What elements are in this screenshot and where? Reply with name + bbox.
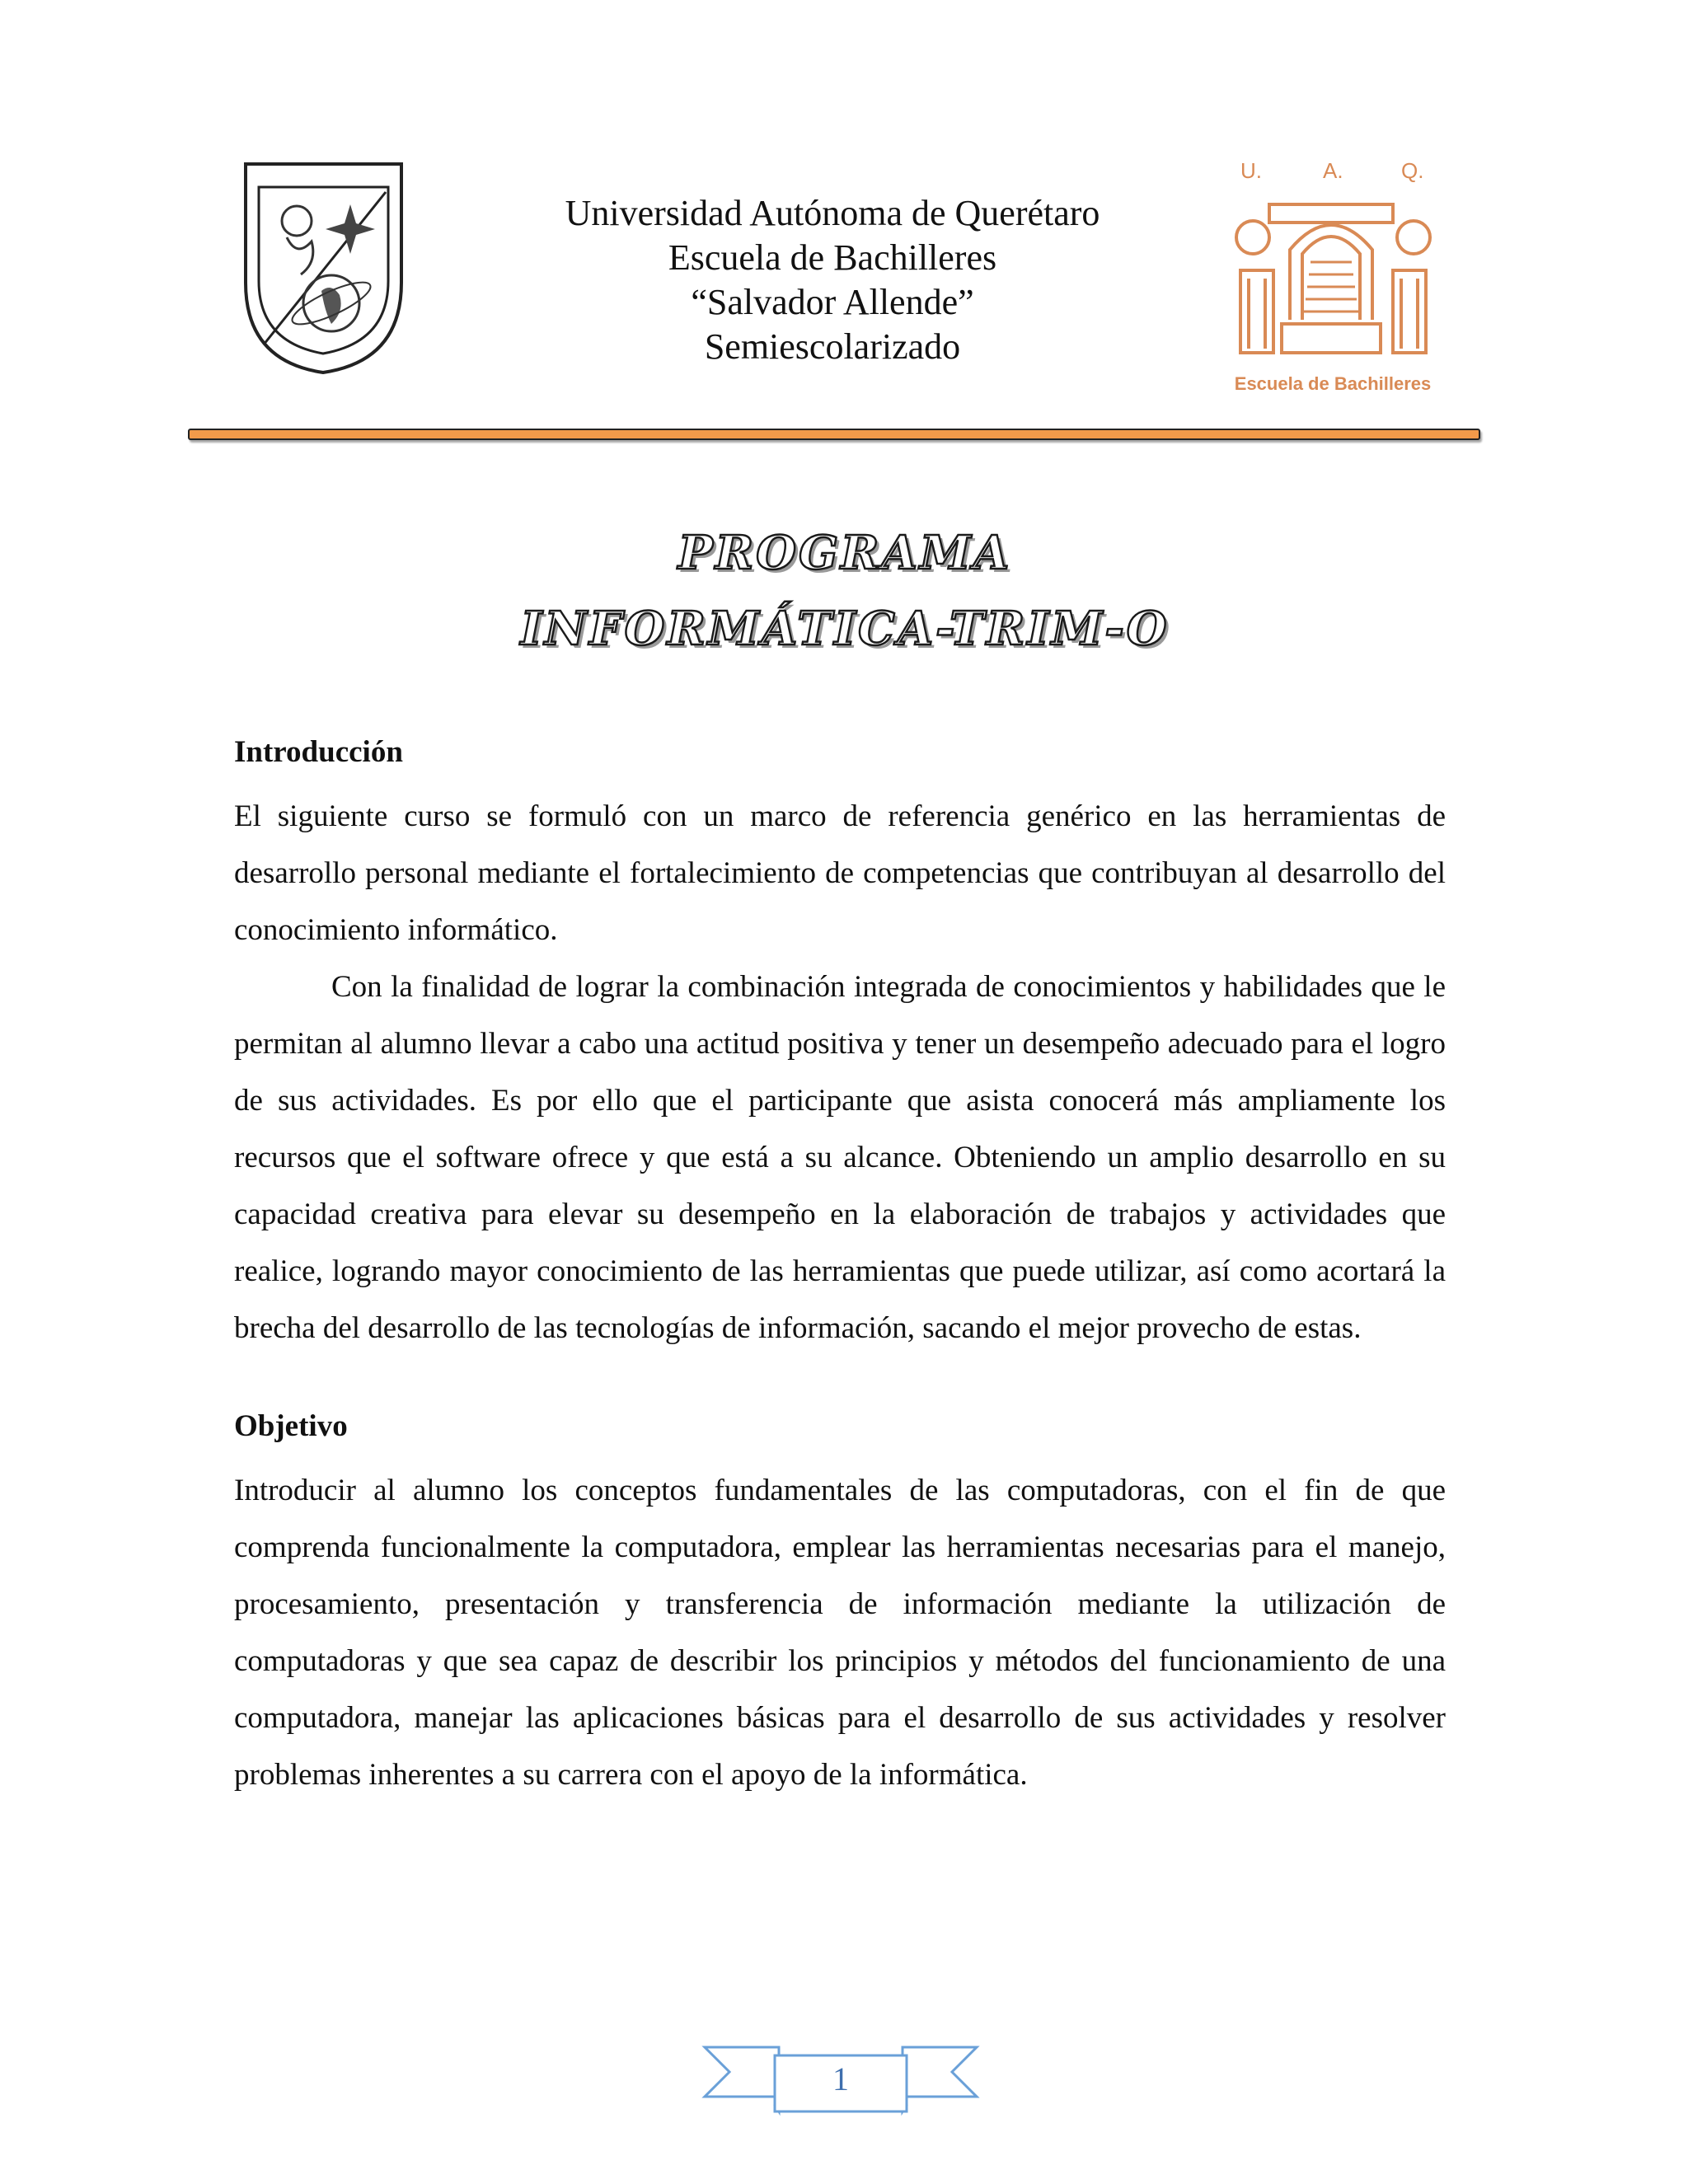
uaq-seal-logo — [239, 159, 408, 377]
modality: Semiescolarizado — [704, 326, 961, 367]
intro-heading: Introducción — [234, 735, 403, 769]
logo-letter-u: U. — [1240, 158, 1262, 183]
page-number: 1 — [832, 2060, 849, 2097]
school-subtitle: “Salvador Allende” — [691, 282, 974, 322]
document-body — [234, 732, 1446, 1803]
university-name: Universidad Autónoma de Querétaro — [565, 193, 1100, 233]
section-spacer — [234, 1357, 1446, 1406]
title-line-2: INFORMÁTICA-TRIM-O — [520, 602, 1170, 656]
objective-heading: Objetivo — [234, 1409, 348, 1443]
institution-header — [462, 191, 1203, 369]
intro-paragraph-2: Con la finalidad de lograr la combinación integrada de conocimientos y habilidades que le permitan al alumno llevar a cabo una actitud positiva y tener un desempeño adecuado para el logro de sus actividades. Es por ello que el participante que asista conocerá más ampliamente los recursos que el software ofrece y que está a su alcance. Obteniendo un amplio desarrollo en su capacidad creativa para elevar su desempeño en la elaboración de trabajos y actividades que realice, logrando mayor conocimiento de las herramientas que puede utilizar, así como acortará la brecha del desarrollo de las tecnologías de información, sacando el mejor provecho de estas. — [234, 970, 1446, 1345]
header-divider — [188, 429, 1480, 440]
school-name: Escuela de Bachilleres — [668, 237, 997, 278]
title-line-1: PROGRAMA — [678, 526, 1012, 580]
objective-paragraph: Introducir al alumno los conceptos fundamentales de las computadoras, con el fin de que comprenda funcionalmente la computadora, emplear las herramientas necesarias para el manejo, procesamiento, presentación y transferencia de información mediante la utilización de computadoras y que sea capaz de describir los principios y métodos del funcionamiento de una computadora, manejar las aplicaciones básicas para el desarrollo de sus actividades y resolver problemas inherentes a su carrera con el apoyo de la informática. — [234, 1474, 1446, 1792]
intro-paragraph-1: El siguiente curso se formuló con un marco de referencia genérico en las herramientas de desarrollo personal mediante el fortalecimiento de competencias que contribuyan al desarrollo del conocimiento informático. — [234, 799, 1446, 947]
document-title — [330, 515, 1360, 667]
logo-letter-a: A. — [1323, 158, 1343, 183]
logo-letter-q: Q. — [1401, 158, 1424, 183]
escuela-bachilleres-logo — [1224, 155, 1442, 402]
logo-caption: Escuela de Bachilleres — [1234, 373, 1432, 394]
